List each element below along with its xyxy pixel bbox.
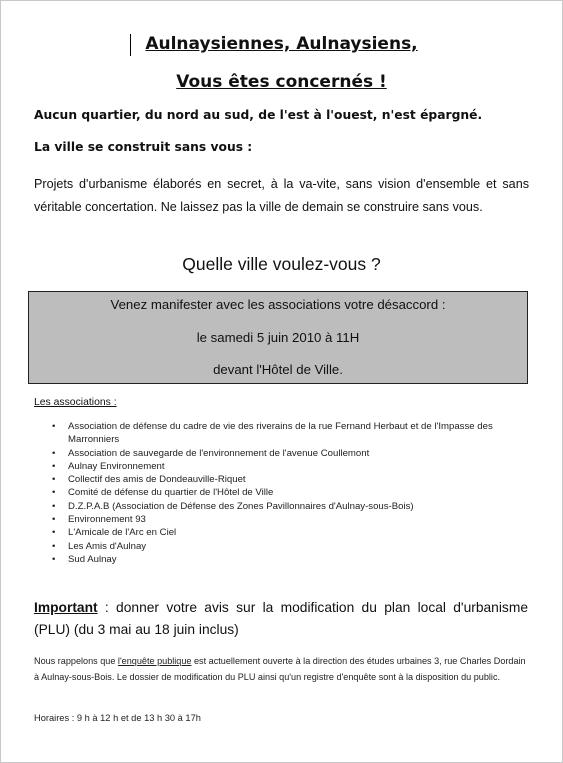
list-item (52, 500, 532, 513)
association-name: Association de défense du cadre de vie des riverains de la rue Fernand Herbaut et de l'Impasse des Marronniers (68, 421, 493, 446)
callout-line-2: le samedi 5 juin 2010 à 11H (196, 330, 360, 345)
bullet-icon: • (52, 500, 56, 512)
question-heading: Quelle ville voulez-vous ? (182, 254, 381, 274)
bullet-icon: • (52, 514, 56, 526)
bullet-icon: • (52, 447, 56, 459)
association-name: Aulnay Environnement (68, 460, 165, 472)
callout-line-3: devant l'Hôtel de Ville. (213, 362, 343, 377)
important-notice (34, 597, 528, 641)
association-name: L'Amicale de l'Arc en Ciel (68, 527, 177, 539)
rally-callout-box (28, 291, 528, 384)
page-title: Aulnaysiennes, Aulnaysiens, (145, 34, 418, 54)
bullet-icon: • (52, 527, 56, 539)
association-name: Environnement 93 (68, 514, 146, 526)
lead-statement-2: La ville se construit sans vous : (34, 140, 253, 154)
list-item (52, 526, 532, 539)
association-name: Association de sauvegarde de l'environnement de l'avenue Coullemont (68, 447, 370, 459)
list-item (52, 486, 532, 499)
association-name: Comité de défense du quartier de l'Hôtel de Ville (68, 487, 274, 499)
important-text: : donner votre avis sur la modification du plan local d'urbanisme (PLU) (du 3 mai au 18 juin inclus) (34, 600, 528, 637)
bullet-icon: • (52, 487, 56, 499)
association-name: Collectif des amis de Dondeauville-Riquet (68, 474, 246, 486)
intro-paragraph: Projets d'urbanisme élaborés en secret, à la va-vite, sans vision d'ensemble et sans véritable concertation. Ne laissez pas la ville de demain se construire sans vous. (34, 177, 529, 214)
callout-line-1: Venez manifester avec les associations votre désaccord : (110, 297, 446, 312)
bullet-icon: • (52, 460, 56, 472)
association-name: Les Amis d'Aulnay (68, 540, 147, 552)
list-item (52, 473, 532, 486)
list-item (52, 553, 532, 566)
list-item (52, 447, 532, 460)
notice-text-start: Nous rappelons que (34, 656, 118, 666)
association-name: Sud Aulnay (68, 553, 117, 565)
list-item (52, 513, 532, 526)
associations-heading: Les associations : (34, 397, 117, 408)
list-item (52, 420, 532, 447)
opening-hours: Horaires : 9 h à 12 h et de 13 h 30 à 17h (34, 713, 201, 723)
list-item (52, 540, 532, 553)
bullet-icon: • (52, 553, 56, 565)
lead-statement-1: Aucun quartier, du nord au sud, de l'est à l'ouest, n'est épargné. (34, 108, 483, 122)
associations-list (52, 420, 532, 566)
bullet-icon: • (52, 540, 56, 552)
inquiry-notice (34, 654, 530, 685)
list-item (52, 460, 532, 473)
public-inquiry-link: l'enquête publique (117, 656, 192, 666)
important-label: Important (34, 600, 98, 615)
association-name: D.Z.P.A.B (Association de Défense des Zones Pavillonnaires d'Aulnay-sous-Bois) (68, 500, 414, 512)
bullet-icon: • (52, 421, 56, 432)
notice-text-end: est actuellement ouverte à la direction des études urbaines 3, rue Charles Dordain à Aulnay-sous-Bois. Le dossier de modification du PLU ainsi qu'un registre d'enquête sont à la disposition du public. (34, 656, 526, 682)
text-cursor (130, 34, 131, 56)
page-subtitle: Vous êtes concernés ! (176, 72, 387, 92)
bullet-icon: • (52, 474, 56, 486)
